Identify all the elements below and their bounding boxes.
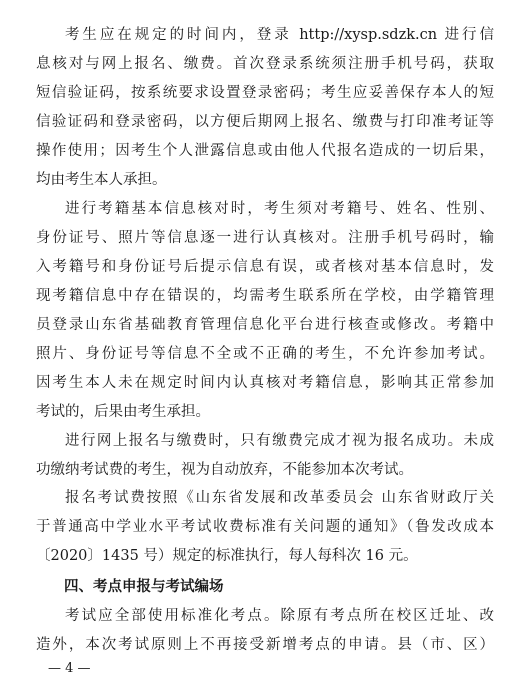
paragraph-4-line-3: 〔2020〕1435 号）规定的标准执行，每人每科次 16 元。: [36, 548, 418, 564]
paragraph-2-line-1: 进行考籍基本信息核对时，考生须对考籍号、姓名、性别、: [65, 201, 494, 217]
paragraph-2-line-6: 照片、身份证号等信息不全或不正确的考生，不允许参加考试。: [36, 346, 494, 362]
paragraph-2-line-8: 考试的，后果由考生承担。: [36, 404, 210, 420]
section-heading: 四、考点申报与考试编场: [64, 579, 224, 595]
paragraph-4-line-2: 于普通高中学业水平考试收费标准有关问题的通知》（鲁发改成本: [36, 519, 494, 535]
final-paragraph-line-1: 考试应全部使用标准化考点。除原有考点所在校区迁址、改: [65, 608, 494, 624]
paragraph-1-line-5: 操作使用；因考生个人泄露信息或由他人代报名造成的一切后果，: [36, 143, 494, 159]
paragraph-2-line-3: 入考籍号和身份证号后提示信息有误，或者核对基本信息时，发: [36, 259, 494, 275]
paragraph-1-line-4: 信验证码和登录密码，以方便后期网上报名、缴费与打印准考证等: [36, 114, 494, 130]
paragraph-2-line-2: 身份证号、照片等信息逐一进行认真核对。注册手机号码时，输: [36, 230, 494, 246]
paragraph-3-line-1: 进行网上报名与缴费时，只有缴费完成才视为报名成功。未成: [65, 433, 494, 449]
paragraph-2-line-4: 现考籍信息中存在错误的，均需考生联系所在学校，由学籍管理: [36, 288, 494, 304]
paragraph-1-line-3: 短信验证码，按系统要求设置登录密码；考生应妥善保存本人的短: [36, 85, 494, 101]
paragraph-1-line-2: 息核对与网上报名、缴费。首次登录系统须注册手机号码，获取: [36, 56, 494, 72]
paragraph-4-line-1: 报名考试费按照《山东省发展和改革委员会 山东省财政厅关: [65, 490, 494, 506]
paragraph-2-line-5: 员登录山东省基础教育管理信息化平台进行核查或修改。考籍中: [36, 317, 494, 333]
paragraph-3-line-2: 功缴纳考试费的考生，视为自动放弃，不能参加本次考试。: [36, 462, 413, 478]
paragraph-1-line-1: 考生应在规定的时间内，登录 http://xysp.sdzk.cn 进行信: [65, 27, 494, 43]
page-number: — 4 —: [48, 661, 91, 676]
paragraph-2-line-7: 因考生本人未在规定时间内认真核对考籍信息，影响其正常参加: [36, 375, 494, 391]
final-paragraph-line-2: 造外，本次考试原则上不再接受新增考点的申请。县（市、区）: [36, 637, 494, 653]
paragraph-1-line-6: 均由考生本人承担。: [36, 172, 167, 188]
